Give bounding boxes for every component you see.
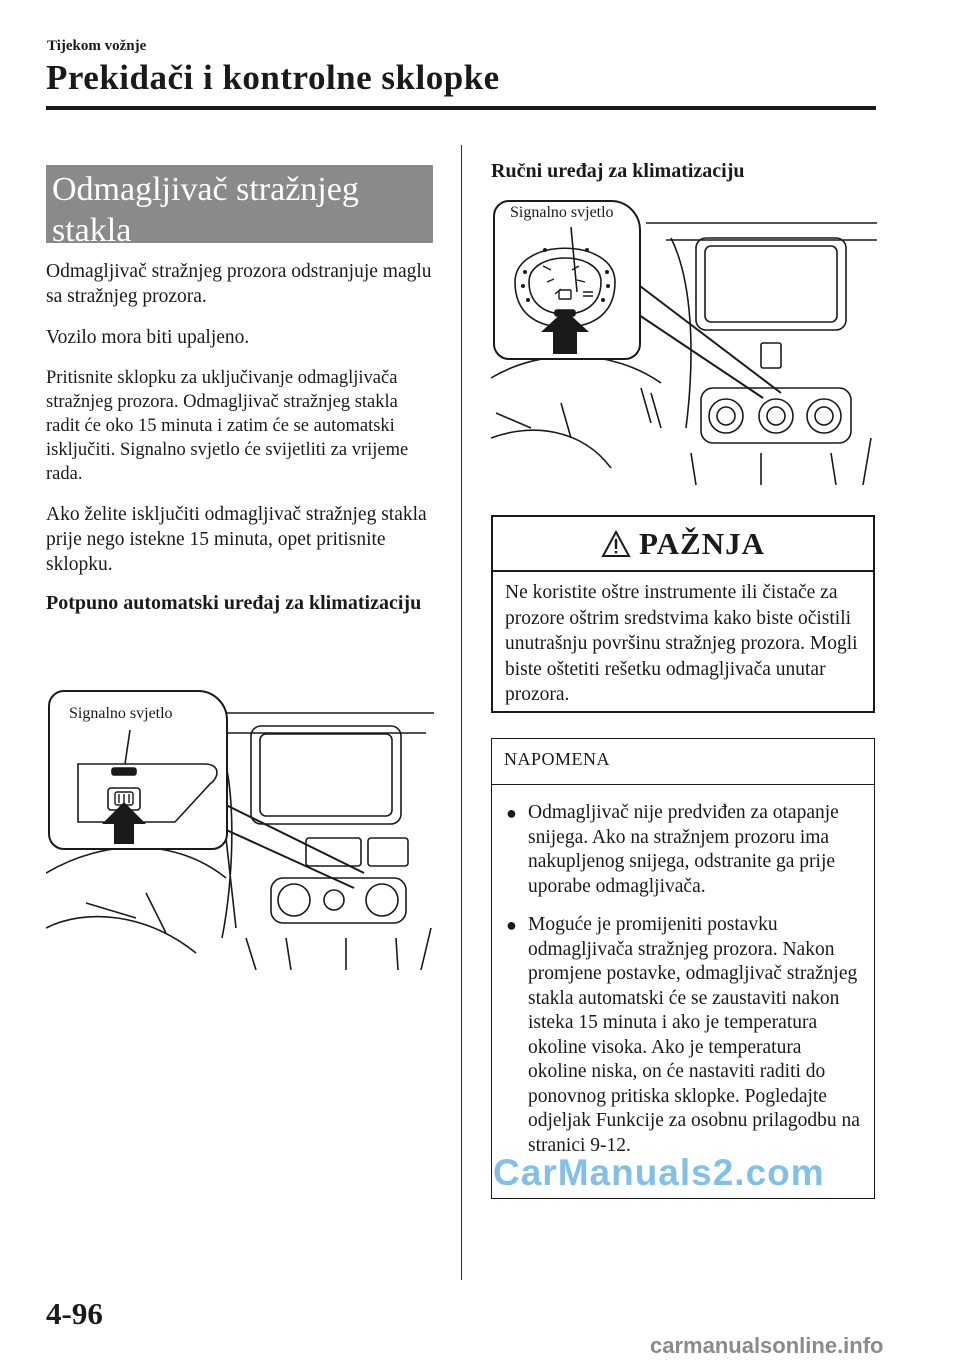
bullet-icon: ●	[506, 803, 517, 823]
title-rule	[46, 106, 876, 110]
intro-paragraph: Odmagljivač stražnjeg prozora odstranjuje maglu sa stražnjeg prozora.	[46, 261, 432, 307]
auto-climate-illustration	[46, 688, 434, 970]
left-column	[46, 165, 433, 616]
page-title: Prekidači i kontrolne sklopke	[46, 58, 500, 97]
list-item	[504, 913, 864, 1158]
auto-climate-subhead: Potpuno automatski uređaj za klimatizaciju	[46, 592, 422, 614]
caution-box	[491, 515, 875, 713]
warning-triangle-icon	[601, 530, 631, 558]
column-divider	[461, 145, 462, 1280]
bullet-icon: ●	[506, 915, 517, 935]
note-item-text: Odmagljivač nije predviđen za otapanje snijega. Ako na stražnjem prozoru ima nakupljenog snijega, odstranite ga prije uporabe odmagljivača.	[528, 802, 839, 897]
caution-text: Ne koristite oštre instrumente ili čistače za prozore oštrim sredstvima kako biste očistili unutrašnju površinu stražnjeg prozora. Mogli biste oštetiti rešetku odmagljivača unutar prozora.	[505, 582, 858, 705]
caution-header	[493, 517, 873, 572]
switch-off-paragraph: Ako želite isključiti odmagljivač stražnjeg stakla prije nego istekne 15 minuta, opet pritisnite sklopku.	[46, 504, 427, 575]
watermark-carmanuals: CarManuals2.com	[493, 1152, 825, 1193]
page-number: 4-96	[46, 1296, 103, 1331]
airflow-icons	[543, 266, 593, 299]
note-item-text: Moguće je promijeniti postavku odmagljivača stražnjeg prozora. Nakon promjene postavke, odmagljivač stražnjeg stakla automatski će se zaustaviti nakon isteka 15 minuta i ako je temperatura okoline visoka. Ako je temperatura okoline niska, on će nastaviti raditi do ponovnog pritiska sklopke. Pogledajte odjeljak Funkcije za osobnu prilagodbu na stranici 9-12.	[528, 914, 860, 1156]
callout-zoom	[493, 200, 641, 360]
manual-climate-illustration	[491, 198, 877, 485]
defroster-dial-closeup	[495, 202, 638, 357]
signal-light-label: Signalno svjetlo	[66, 705, 176, 723]
signal-light-label: Signalno svjetlo	[507, 204, 617, 222]
ignition-paragraph: Vozilo mora biti upaljeno.	[46, 327, 250, 348]
right-column	[491, 158, 876, 184]
manual-climate-subhead: Ručni uređaj za klimatizaciju	[491, 160, 745, 182]
watermark-online: carmanualsonline.info	[650, 1333, 884, 1358]
note-title: NAPOMENA	[492, 739, 874, 785]
section-heading: Odmagljivač stražnjeg stakla	[46, 165, 433, 243]
list-item	[504, 801, 864, 899]
note-list	[492, 801, 874, 1158]
operation-paragraph: Pritisnite sklopku za uključivanje odmagljivača stražnjeg prozora. Odmagljivač stražnjeg stakla radit će oko 15 minuta i zatim će se automatski isključiti. Signalno svjetlo će svijetliti za vrijeme rada.	[46, 368, 409, 484]
caution-title: PAŽNJA	[639, 525, 765, 561]
section-label: Tijekom vožnje	[47, 38, 147, 54]
press-arrow-icon	[541, 310, 589, 354]
note-box	[491, 738, 875, 1199]
